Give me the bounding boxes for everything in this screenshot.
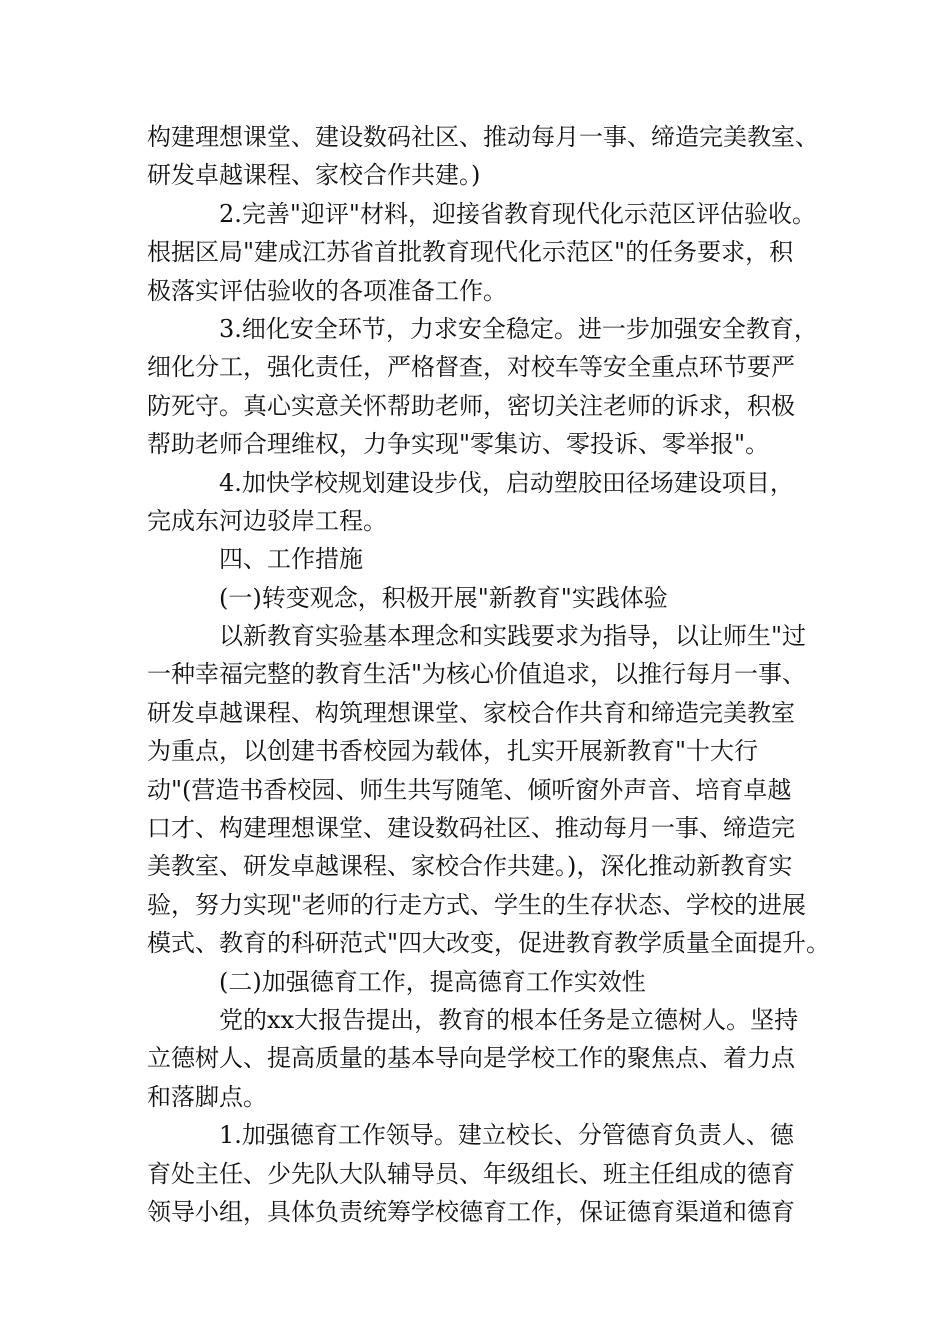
text-line: 4.加快学校规划建设步伐，启动塑胶田径场建设项目，: [219, 468, 794, 497]
text-line: 研发卓越课程、构筑理想课堂、家校合作共育和缔造完美教室: [147, 698, 795, 727]
text-line: 和落脚点。: [147, 1082, 267, 1111]
text-line: 美教室、研发卓越课程、家校合作共建。)，深化推动新教育实: [147, 852, 793, 881]
text-line: 口才、构建理想课堂、建设数码社区、推动每月一事、缔造完: [147, 814, 795, 843]
text-line: 根据区局"建成江苏省首批教育现代化示范区"的任务要求，积: [147, 238, 794, 267]
text-line: 研发卓越课程、家校合作共建。): [147, 161, 481, 190]
text-line: 以新教育实验基本理念和实践要求为指导，以让师生"过: [219, 622, 807, 651]
text-line: 防死守。真心实意关怀帮助老师，密切关注老师的诉求，积极: [147, 391, 795, 420]
text-line: 帮助老师合理维权，力争实现"零集访、零投诉、零举报"。: [147, 430, 770, 459]
text-line: 3.细化安全环节，力求安全稳定。进一步加强安全教育，: [219, 314, 818, 343]
section-heading: 四、工作措施: [219, 545, 363, 574]
text-line: 育处主任、少先队大队辅导员、年级组长、班主任组成的德育: [147, 1159, 795, 1188]
text-line: 为重点，以创建书香校园为载体，扎实开展新教育"十大行: [147, 737, 759, 766]
document-body: [147, 118, 831, 1231]
text-line: 模式、教育的科研范式"四大改变，促进教育教学质量全面提升。: [147, 929, 831, 958]
subsection-heading: (一)转变观念，积极开展"新教育"实践体验: [219, 583, 668, 612]
text-line: 党的xx大报告提出，教育的根本任务是立德树人。坚持: [219, 1005, 799, 1034]
subsection-heading: (二)加强德育工作，提高德育工作实效性: [219, 967, 646, 996]
text-line: 验，努力实现"老师的行走方式、学生的生存状态、学校的进展: [147, 890, 807, 919]
text-line: 细化分工，强化责任，严格督查，对校车等安全重点环节要严: [147, 353, 795, 382]
text-line: 领导小组，具体负责统筹学校德育工作，保证德育渠道和德育: [147, 1197, 795, 1226]
text-line: 一种幸福完整的教育生活"为核心价值追求，以推行每月一事、: [147, 660, 807, 689]
text-line: 2.完善"迎评"材料，迎接省教育现代化示范区评估验收。: [219, 199, 816, 228]
text-line: 动"(营造书香校园、师生共写随笔、倾听窗外声音、培育卓越: [147, 775, 792, 804]
text-line: 立德树人、提高质量的基本导向是学校工作的聚焦点、着力点: [147, 1044, 795, 1073]
text-line: 构建理想课堂、建设数码社区、推动每月一事、缔造完美教室、: [147, 123, 819, 151]
text-line: 完成东河边驳岸工程。: [147, 506, 387, 535]
text-line: 极落实评估验收的各项准备工作。: [147, 276, 507, 305]
text-line: 1.加强德育工作领导。建立校长、分管德育负责人、德: [219, 1121, 794, 1150]
